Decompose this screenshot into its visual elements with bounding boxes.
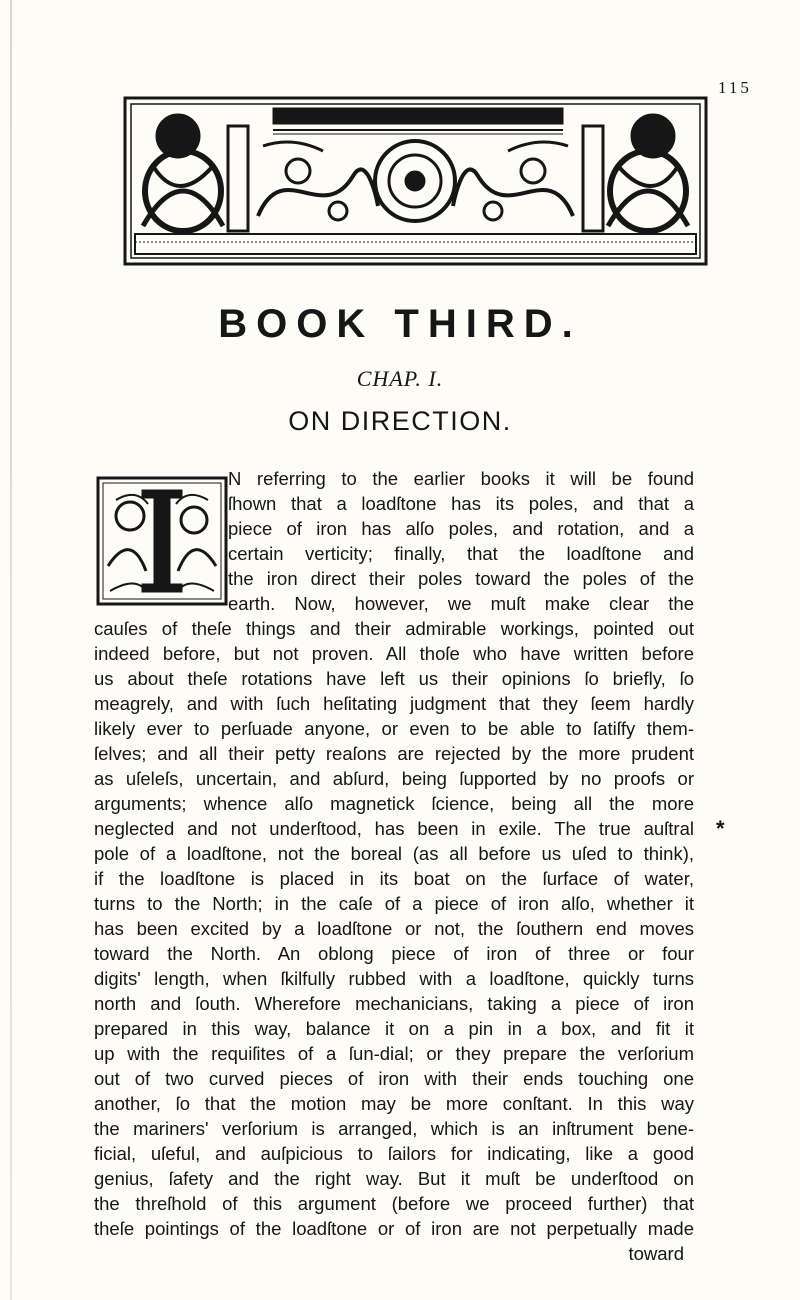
text-line: pole of a loadſtone, not the boreal (as all before us uſed to think), — [94, 843, 694, 864]
text-line: arguments; whence alſo magnetick ſcience, being all the more — [94, 793, 694, 814]
text-line: as uſeleſs, uncertain, and abſurd, being ſupported by no proofs or — [94, 768, 694, 789]
text-line: us about theſe rotations have left us their opinions ſo briefly, ſo — [94, 668, 694, 689]
text-line: likely ever to perſuade anyone, or even to be able to ſatiſfy them- — [94, 718, 694, 739]
text-line: earth. Now, however, we muſt make clear the — [228, 593, 694, 614]
page-edge — [10, 0, 12, 1300]
text-line: the iron direct their poles toward the poles of the — [228, 568, 694, 589]
text-line: ficial, uſeful, and auſpicious to ſailors for indicating, like a good — [94, 1143, 694, 1164]
margin-note-asterisk: * — [716, 816, 725, 841]
text-line: ſelves; and all their petty reaſons are rejected by the more prudent — [94, 743, 694, 764]
text-line: toward the North. An oblong piece of iron of three or four — [94, 943, 694, 964]
text-line: piece of iron has alſo poles, and rotation, and a — [228, 518, 694, 539]
catchword: toward — [628, 1243, 684, 1264]
body-text — [94, 466, 694, 1266]
text-line: digits' length, when ſkilfully rubbed with a loadſtone, quickly turns — [94, 968, 694, 989]
text-line: certain verticity; finally, that the loadſtone and — [228, 543, 694, 564]
text-line: up with the requiſites of a ſun-dial; or they prepare the verſorium — [94, 1043, 694, 1064]
text-line: the mariners' verſorium is arranged, which is an inſtrument bene- — [94, 1118, 694, 1139]
text-line: meagrely, and with ſuch heſitating judgment that they ſeem hardly — [94, 693, 694, 714]
chapter-label: CHAP. I. — [356, 366, 444, 391]
text-line: prepared in this way, balance it on a pin in a box, and fit it — [94, 1018, 694, 1039]
text-line: north and ſouth. Wherefore mechanicians, taking a piece of iron — [94, 993, 694, 1014]
text-line: genius, ſafety and the right way. But it muſt be underſtood on — [94, 1168, 694, 1189]
text-line: cauſes of theſe things and their admirable workings, pointed out — [94, 618, 694, 639]
text-line: indeed before, but not proven. All thoſe who have written before — [94, 643, 694, 664]
text-line: the threſhold of this argument (before we proceed further) that — [94, 1193, 694, 1214]
text-line: theſe pointings of the loadſtone or of iron are not perpetually made — [94, 1218, 694, 1239]
text-line: out of two curved pieces of iron with their ends touching one — [94, 1068, 694, 1089]
chapter-title: ON DIRECTION. — [288, 406, 512, 436]
text-line: turns to the North; in the caſe of a piece of iron alſo, whether it — [94, 893, 694, 914]
ornamental-headpiece — [123, 96, 708, 266]
book-title: BOOK THIRD. — [218, 302, 582, 346]
text-line: has been excited by a loadſtone or not, the ſouthern end moves — [94, 918, 694, 939]
text-line: N referring to the earlier books it will be found — [228, 468, 694, 489]
text-line: if the loadſtone is placed in its boat on the ſurface of water, — [94, 868, 694, 889]
page-number: 115 — [718, 78, 752, 97]
text-line: neglected and not underſtood, has been in exile. The true auſtral — [94, 818, 694, 839]
text-line: another, ſo that the motion may be more conſtant. In this way — [94, 1093, 694, 1114]
text-line: ſhown that a loadſtone has its poles, and that a — [228, 493, 694, 514]
